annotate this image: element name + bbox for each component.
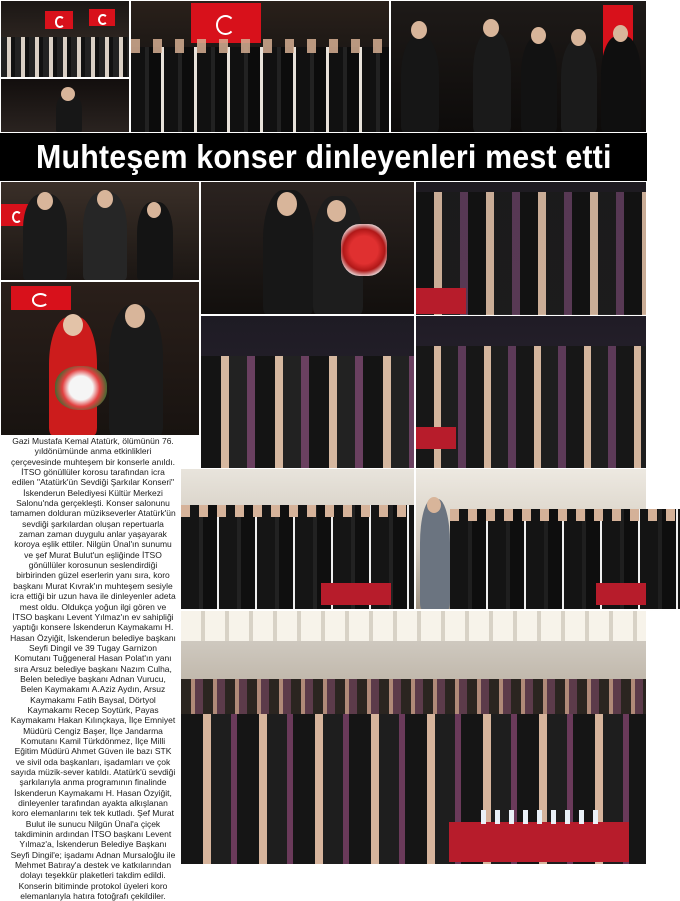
article-body: Gazi Mustafa Kemal Atatürk, ölümünün 76. yıldönümünde anma etkinlikleri çerçevesinde muhteşem bir konserle anıldı. İTSO gönüllüler korosu tarafından icra edilen "Atatürk'ün Sevdiği Şarkılar Konseri" İskenderun Belediyesi Kültür Merkezi Salonu'nda gerçekleşti. Konser salonunu tamamen dolduran müzikseverler Atatürk'ün sevdiği şarkılardan oluşan repertuarla zaman zaman duygulu anlar yaşayarak koroya eşlik ettiler. Nilgün Ünal'ın sunumu ve şef Murat Bulut'un eşliğinde İTSO gönüllüler korosunun seslendirdiği birbirinden güzel eserlerin yanı sıra, koro başkanı Murat Kıvrak'ın muhteşem sesiyle icra ettiği bir uzun hava ile dinleyenler adeta mest oldu. Oldukça yoğun ilgi gören ve İTSO başkanı Levent Yılmaz'ın ev sahipliği yaptığı konsere İskenderun Kaymakamı H. Hasan Özyiğit, İskenderun belediye başkanı Seyfi Dingil ve 39 Tugay Garnizon Komutanı Tuğgeneral Hasan Polat'ın yanı sıra Arsuz belediye başkanı Nazım Culha, Belen belediye başkanı Adnan Vurucu, Belen Kaymakamı A.Aziz Aydın, Arsuz Kaymakamı Fatih Baysal, Dörtyol Kaymakamı Recep Soytürk, Payas Kaymakamı Hakan Kılınçkaya, İlçe Emniyet Müdürü Cengiz Başer, İlçe Jandarma Komutanı Kamil Türkdönmez, İlçe Milli Eğitim Müdürü Ahmet Güven ile bazı STK ve sivil oda başkanları, işadamları ve çok sayıda müzik-sever katıldı. Atatürk'ü sevdiği şarkılarıyla anma programının finalinde İskenderun Kaymakamı H. Hasan Özyiğit, dinleyenler tarafından ayakta alkışlanan koro elemanlarını tek tek kutladı. Şef Murat Bulut ile sunucu Nilgün Ünal'a çiçek takdiminin ardından İTSO başkanı Levent Yılmaz'a, İskenderun Belediye Başkanı Seyfi Dingil'e; işadamı Adnan Mursaloğlu ile Mehmet Batıray'a destek ve katkılarından dolayı teşekkür plaketleri takdim edildi. Konserin bitiminde protokol üyeleri koro elemanlarıyla hatıra fotoğrafı çekildiler.: [10, 436, 176, 901]
photo-choir-lineup: [130, 0, 390, 133]
photo-flower-presentation-man: [200, 181, 415, 315]
table-red-cloth: [416, 427, 456, 449]
table-red-cloth: [416, 288, 466, 314]
photo-group-right: [415, 468, 647, 610]
turkish-flag: [45, 11, 73, 29]
photo-flower-presentation-woman: [0, 281, 200, 436]
turkish-flag: [89, 9, 115, 26]
table-red-cloth: [449, 822, 629, 862]
photo-singer-solo: [0, 78, 130, 133]
photo-audience-mid-right: [415, 315, 647, 468]
table-red-cloth: [321, 583, 391, 605]
table-red-cloth: [596, 583, 646, 605]
photo-choir-stage: [0, 0, 130, 78]
headline-bar: [0, 133, 647, 181]
water-bottles: [481, 810, 601, 824]
turkish-flag: [191, 3, 261, 43]
photo-audience-front-row: [415, 181, 647, 315]
photo-hall-audience-wide: [180, 610, 647, 863]
photo-award-ceremony-top: [390, 0, 647, 133]
headline: Muhteşem konser dinleyenleri mest etti: [35, 138, 612, 175]
turkish-flag: [11, 286, 71, 310]
photo-plaque-presentation: [0, 181, 200, 281]
flower-bouquet: [55, 366, 107, 410]
photo-audience-mid-left: [200, 315, 415, 468]
flower-bouquet: [341, 224, 387, 276]
photo-group-left: [180, 468, 415, 610]
